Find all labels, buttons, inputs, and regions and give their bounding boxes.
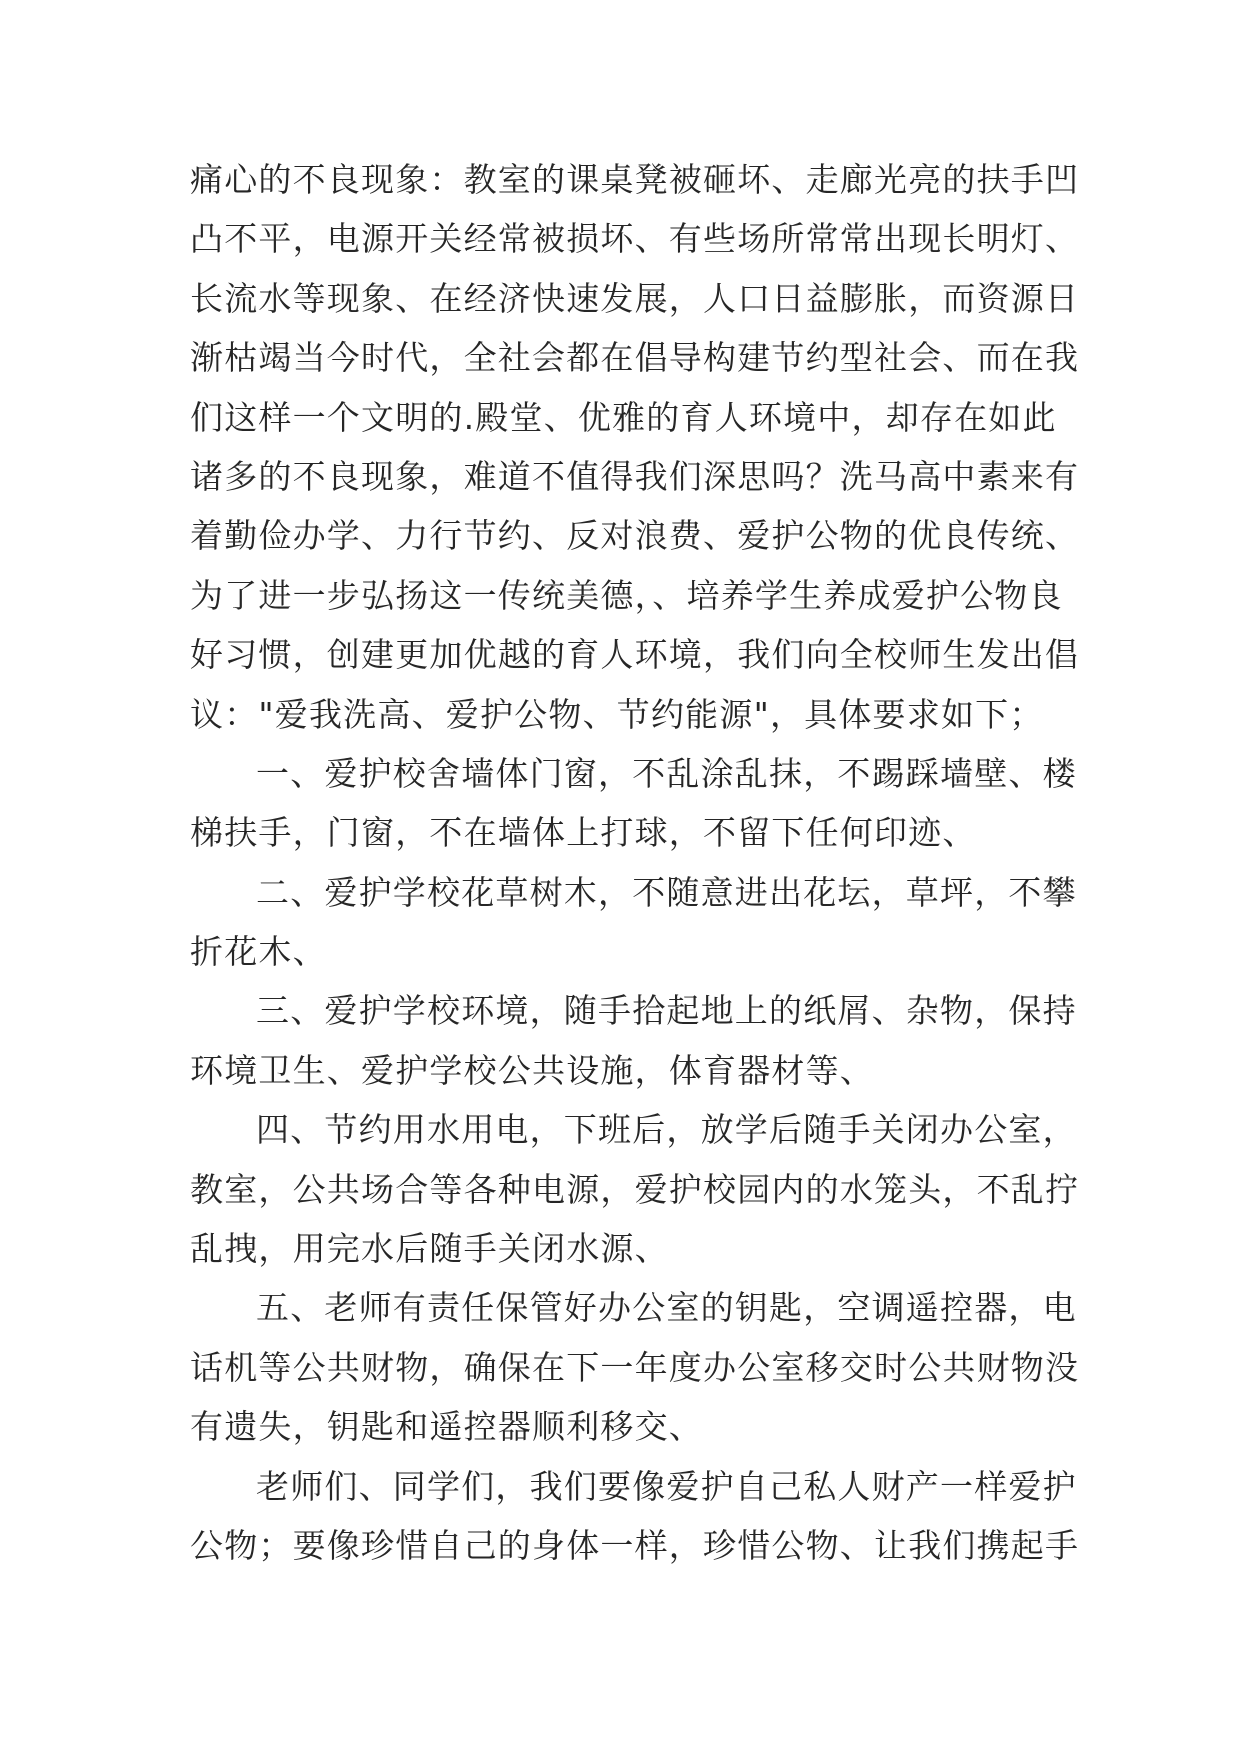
text-line: 话机等公共财物，确保在下一年度办公室移交时公共财物没 (190, 1347, 1080, 1387)
text-line: 五、老师有责任保管好办公室的钥匙，空调遥控器，电 (256, 1288, 1077, 1328)
text-line: 教室，公共场合等各种电源，爱护校园内的水笼头，不乱拧 (190, 1169, 1080, 1209)
text-line: 议："爱我洗高、爱护公物、节约能源"，具体要求如下； (190, 694, 1044, 734)
text-line: 一、爱护校舍墙体门窗，不乱涂乱抹，不踢踩墙壁、楼 (256, 753, 1077, 793)
text-line: 三、爱护学校环境，随手拾起地上的纸屑、杂物，保持 (256, 991, 1077, 1031)
text-line: 好习惯，创建更加优越的育人环境，我们向全校师生发出倡 (190, 635, 1080, 675)
text-line: 诸多的不良现象，难道不值得我们深思吗？洗马高中素来有 (190, 456, 1080, 496)
text-line: 长流水等现象、在经济快速发展，人口日益膨胀，而资源日 (190, 278, 1080, 318)
text-line: 渐枯竭当今时代，全社会都在倡导构建节约型社会、而在我 (190, 338, 1080, 378)
document-body (190, 150, 1080, 1575)
text-line: 们这样一个文明的.殿堂、优雅的育人环境中，却存在如此 (190, 397, 1057, 437)
text-line: 四、节约用水用电，下班后，放学后随手关闭办公室， (256, 1110, 1077, 1150)
text-line: 梯扶手，门窗，不在墙体上打球，不留下任何印迹、 (190, 813, 977, 853)
text-line: 公物；要像珍惜自己的身体一样，珍惜公物、让我们携起手 (190, 1525, 1080, 1565)
text-line: 为了进一步弘扬这一传统美德，、培养学生养成爱护公物良 (190, 575, 1063, 615)
text-line: 痛心的不良现象：教室的课桌凳被砸坏、走廊光亮的扶手凹 (190, 160, 1080, 199)
text-line: 有遗失，钥匙和遥控器顺利移交、 (190, 1407, 703, 1447)
text-line: 乱拽，用完水后随手关闭水源、 (190, 1229, 669, 1269)
text-line: 着勤俭办学、力行节约、反对浪费、爱护公物的优良传统、 (190, 516, 1080, 556)
text-line: 凸不平，电源开关经常被损坏、有些场所常常出现长明灯、 (190, 219, 1080, 259)
text-line: 折花木、 (190, 932, 327, 972)
text-line: 环境卫生、爱护学校公共设施，体育器材等、 (190, 1050, 874, 1090)
text-line: 老师们、同学们，我们要像爱护自己私人财产一样爱护 (256, 1466, 1077, 1506)
text-line: 二、爱护学校花草树木，不随意进出花坛，草坪，不攀 (256, 872, 1077, 912)
